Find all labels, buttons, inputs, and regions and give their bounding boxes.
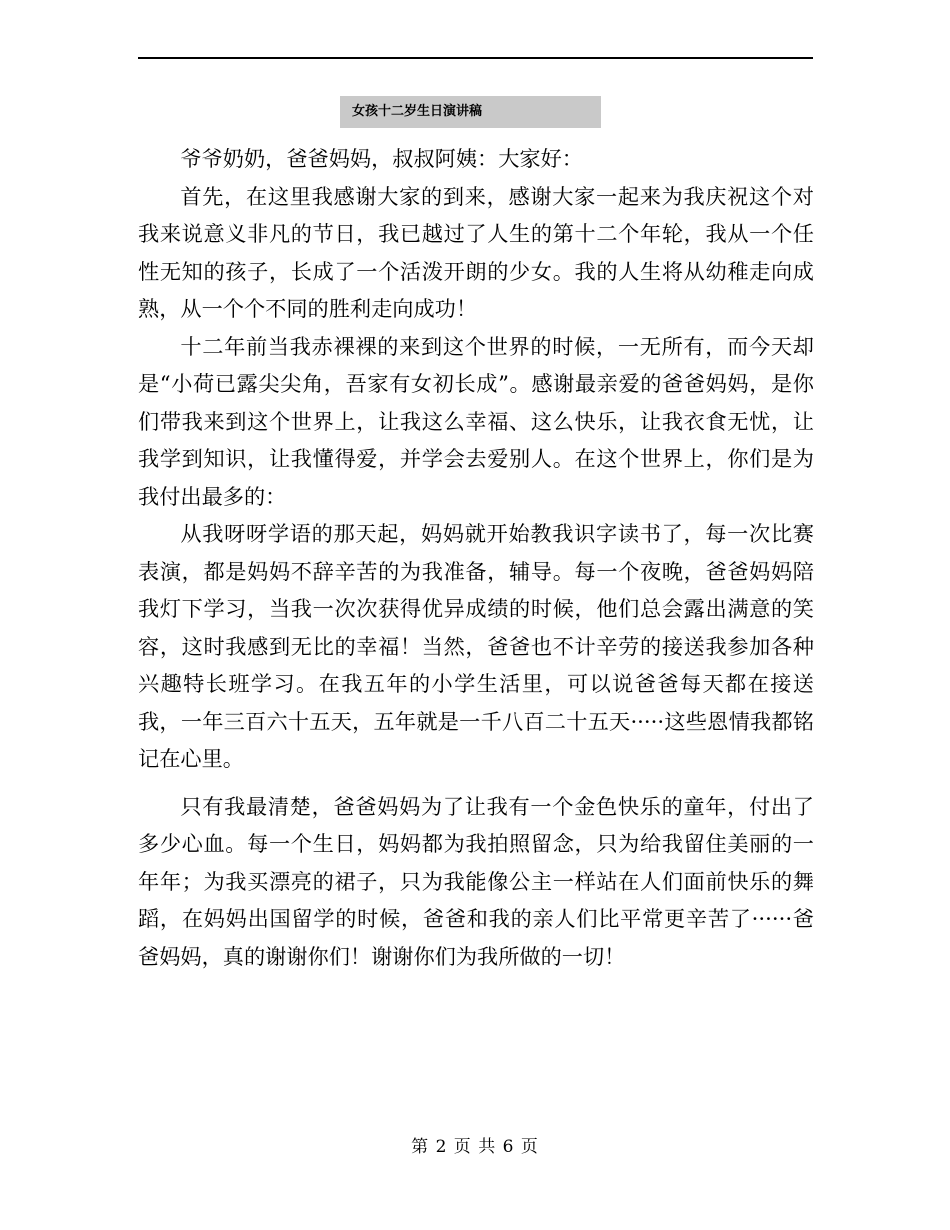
document-title-text: 女孩十二岁生日演讲稿 xyxy=(352,104,483,119)
page-footer: 第 2 页 共 6 页 xyxy=(411,1137,539,1157)
paragraph-3: 从我呀呀学语的那天起，妈妈就开始教我识字读书了，每一次比赛表演，都是妈妈不辞辛苦的为我准备，辅导。每一个夜晚，爸爸妈妈陪我灯下学习，当我一次次获得优异成绩的时候，他们总会露出满意的笑容，这时我感到无比的幸福！当然，爸爸也不计辛劳的接送我参加各种兴趣特长班学习。在我五年的小学生活里，可以说爸爸每天都在接送我，一年三百六十五天，五年就是一千八百二十五天·····这些恩情我都铭记在心里。 xyxy=(138,521,814,771)
document-title xyxy=(340,96,601,128)
paragraph-4: 只有我最清楚，爸爸妈妈为了让我有一个金色快乐的童年，付出了多少心血。每一个生日，妈妈都为我拍照留念，只为给我留住美丽的一年年；为我买漂亮的裙子，只为我能像公主一样站在人们面前快乐的舞蹈，在妈妈出国留学的时候，爸爸和我的亲人们比平常更辛苦了······爸爸妈妈，真的谢谢你们！谢谢你们为我所做的一切！ xyxy=(138,793,814,969)
document-body xyxy=(138,140,814,975)
paragraph-2: 十二年前当我赤裸裸的来到这个世界的时候，一无所有，而今天却是“小荷已露尖尖角，吾家有女初长成”。感谢最亲爱的爸爸妈妈，是你们带我来到这个世界上，让我这么幸福、这么快乐，让我衣食无忧，让我学到知识，让我懂得爱，并学会去爱别人。在这个世界上，你们是为我付出最多的： xyxy=(138,333,814,509)
paragraph-greeting: 爷爷奶奶，爸爸妈妈，叔叔阿姨：大家好： xyxy=(180,146,583,171)
header-rule xyxy=(138,57,813,59)
paragraph-1: 首先，在这里我感谢大家的到来，感谢大家一起来为我庆祝这个对我来说意义非凡的节日，我已越过了人生的第十二个年轮，我从一个任性无知的孩子，长成了一个活泼开朗的少女。我的人生将从幼稚走向成熟，从一个个不同的胜利走向成功！ xyxy=(138,183,814,321)
